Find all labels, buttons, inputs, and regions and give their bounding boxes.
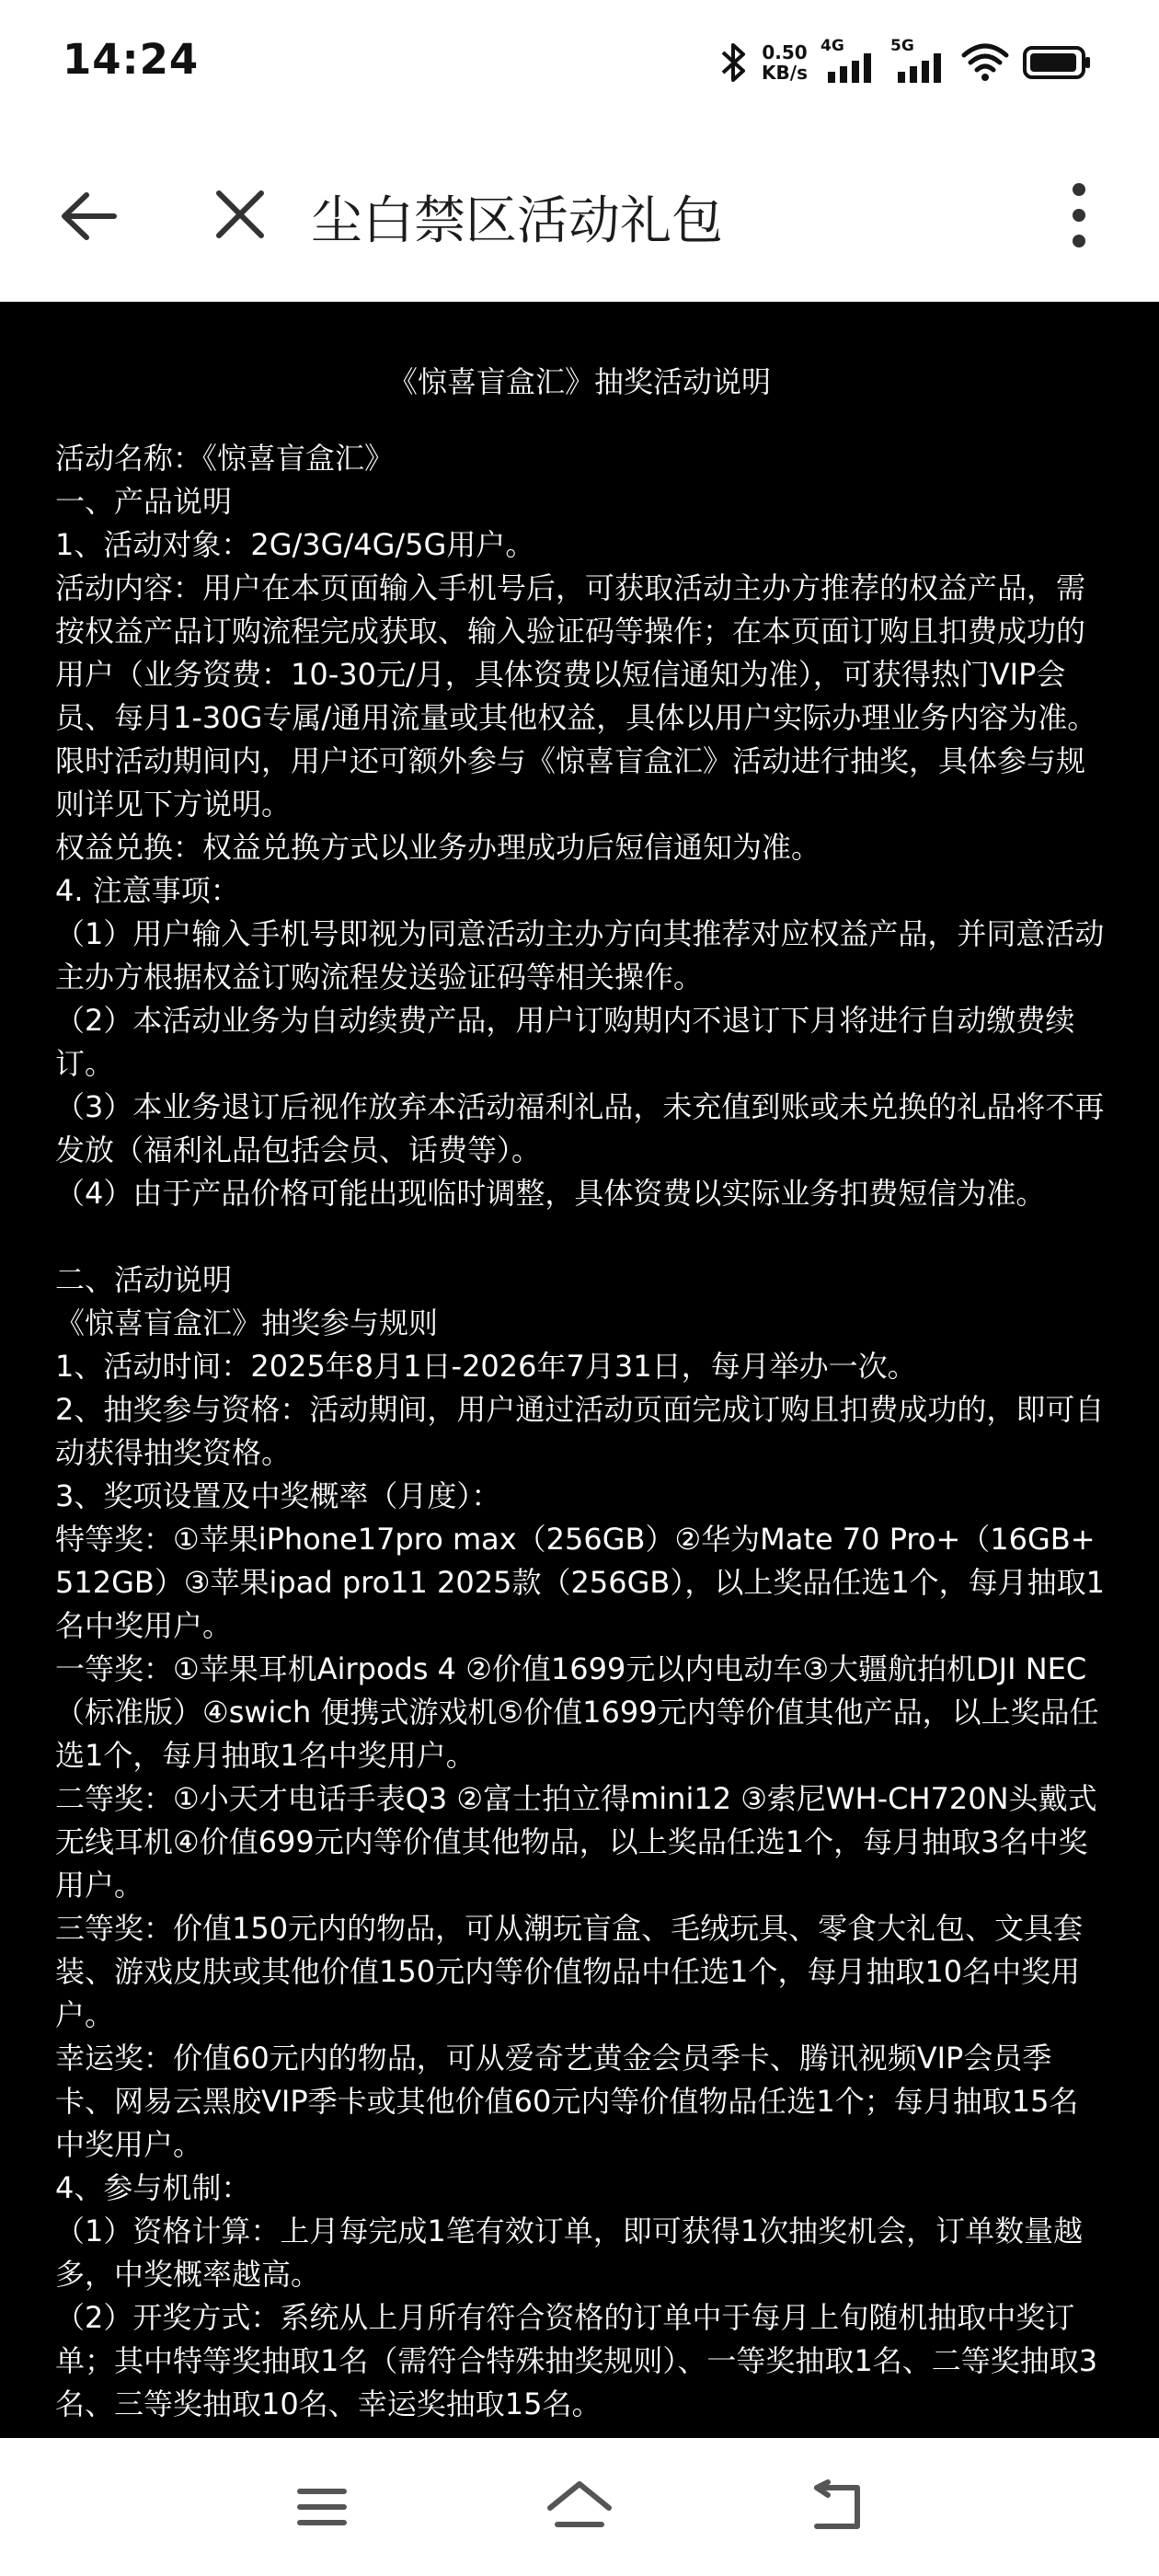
menu-icon[interactable] [285,2477,359,2537]
doc-line: 活动名称：《惊喜盲盒汇》 [55,441,395,476]
net-speed-value: 0.50 [762,41,808,63]
doc-line: 权益兑换：权益兑换方式以业务办理成功后短信通知为准。 [55,830,821,865]
status-time: 14:24 [63,35,200,84]
net-speed [762,42,808,83]
doc-line: （3）本业务退订后视作放弃本活动福利礼品，未充值到账或未兑换的礼品将不再发放（福利礼品包括会员、话费等）。 [55,1089,1105,1167]
doc-line: （2）本活动业务为自动续费产品，用户订购期内不退订下月将进行自动缴费续订。 [55,1003,1075,1081]
signal-label-5g: 5G [890,37,914,55]
doc-line: 幸运奖：价值60元内的物品，可从爱奇艺黄金会员季卡、腾讯视频VIP会员季卡、网易云黑胶VIP季卡或其他价值60元内等价值物品任选1个；每月抽取15名中奖用户。 [55,2041,1079,2162]
wifi-icon [960,42,1010,83]
bluetooth-icon [717,41,749,84]
signal-icon [820,37,878,85]
doc-line: 一、产品说明 [55,484,233,519]
web-content[interactable] [0,302,1159,2438]
back-icon[interactable] [798,2477,872,2537]
doc-line: 《惊喜盲盒汇》抽奖参与规则 [55,1305,439,1340]
doc-line: 1、活动对象：2G/3G/4G/5G用户。 [55,527,535,562]
battery-icon [1023,44,1093,81]
paragraph-gap [55,1215,1106,1259]
doc-line: 特等奖：①苹果iPhone17pro max（256GB）②华为Mate 70 Pro+（16GB+512GB）③苹果ipad pro11 2025款（256GB），以上奖品任选1个，每月抽取1名中奖用户。 [55,1522,1106,1643]
close-icon[interactable] [210,184,270,245]
doc-line: （1）资格计算：上月每完成1笔有效订单，即可获得1次抽奖机会，订单数量越多，中奖概率越高。 [55,2214,1084,2292]
status-bar [0,0,1159,127]
page-title: 尘白禁区活动礼包 [311,191,723,251]
doc-line: 二等奖：①小天才电话手表Q3 ②富士拍立得mini12 ③索尼WH-CH720N头戴式无线耳机④价值699元内等价值其他物品，以上奖品任选1个，每月抽取3名中奖用户。 [55,1781,1097,1903]
status-icons [717,37,1093,88]
doc-line: 一等奖：①苹果耳机Airpods 4 ②价值1699元以内电动车③大疆航拍机DJI NEC（标准版）④swich 便携式游戏机⑤价值1699元内等价值其他产品，以上奖品任选1个，每月抽取1名中奖用户。 [55,1651,1099,1773]
document-body [0,437,1159,2426]
signal-icon [890,37,947,85]
doc-line: 三等奖：价值150元内的物品，可从潮玩盲盒、毛绒玩具、零食大礼包、文具套装、游戏皮肤或其他价值150元内等价值物品中任选1个，每月抽取10名中奖用户。 [55,1911,1084,2032]
title-bar [0,127,1159,302]
net-speed-unit: KB/s [762,62,808,84]
signal-label-4g: 4G [820,37,844,55]
doc-line: 1、活动时间：2025年8月1日-2026年7月31日，每月举办一次。 [55,1349,917,1384]
system-nav-bar [0,2438,1159,2576]
doc-line: 4. 注意事项： [55,873,240,908]
doc-line: 二、活动说明 [55,1262,233,1297]
document-heading: 《惊喜盲盒汇》抽奖活动说明 [387,364,771,399]
doc-line: 活动内容：用户在本页面输入手机号后，可获取活动主办方推荐的权益产品，需按权益产品订购流程完成获取、输入验证码等操作；在本页面订购且扣费成功的用户（业务资费：10-30元/月，具体资费以短信通知为准），可获得热门VIP会员、每月1-30G专属/通用流量或其他权益，具体以用户实际办理业务内容为准。限时活动期间内，用户还可额外参与《惊喜盲盒汇》活动进行抽奖，具体参与规则详见下方说明。 [55,570,1097,822]
back-arrow-icon[interactable] [57,184,121,248]
doc-line: 4、参与机制： [55,2170,251,2205]
doc-line: （2）开奖方式：系统从上月所有符合资格的订单中于每月上旬随机抽取中奖订单；其中特等奖抽取1名（需符合特殊抽奖规则）、一等奖抽取1名、二等奖抽取3名、三等奖抽取10名、幸运奖抽取15名。 [55,2300,1098,2421]
doc-line: （1）用户输入手机号即视为同意活动主办方向其推荐对应权益产品，并同意活动主办方根据权益订购流程发送验证码等相关操作。 [55,916,1105,995]
doc-line: 2、抽奖参与资格：活动期间，用户通过活动页面完成订购且扣费成功的，即可自动获得抽奖资格。 [55,1392,1105,1470]
home-icon[interactable] [543,2477,616,2537]
doc-line: 3、奖项设置及中奖概率（月度）： [55,1478,501,1513]
more-vertical-icon[interactable] [1067,180,1091,250]
doc-line: （4）由于产品价格可能出现临时调整，具体资费以实际业务扣费短信为准。 [55,1176,1046,1211]
